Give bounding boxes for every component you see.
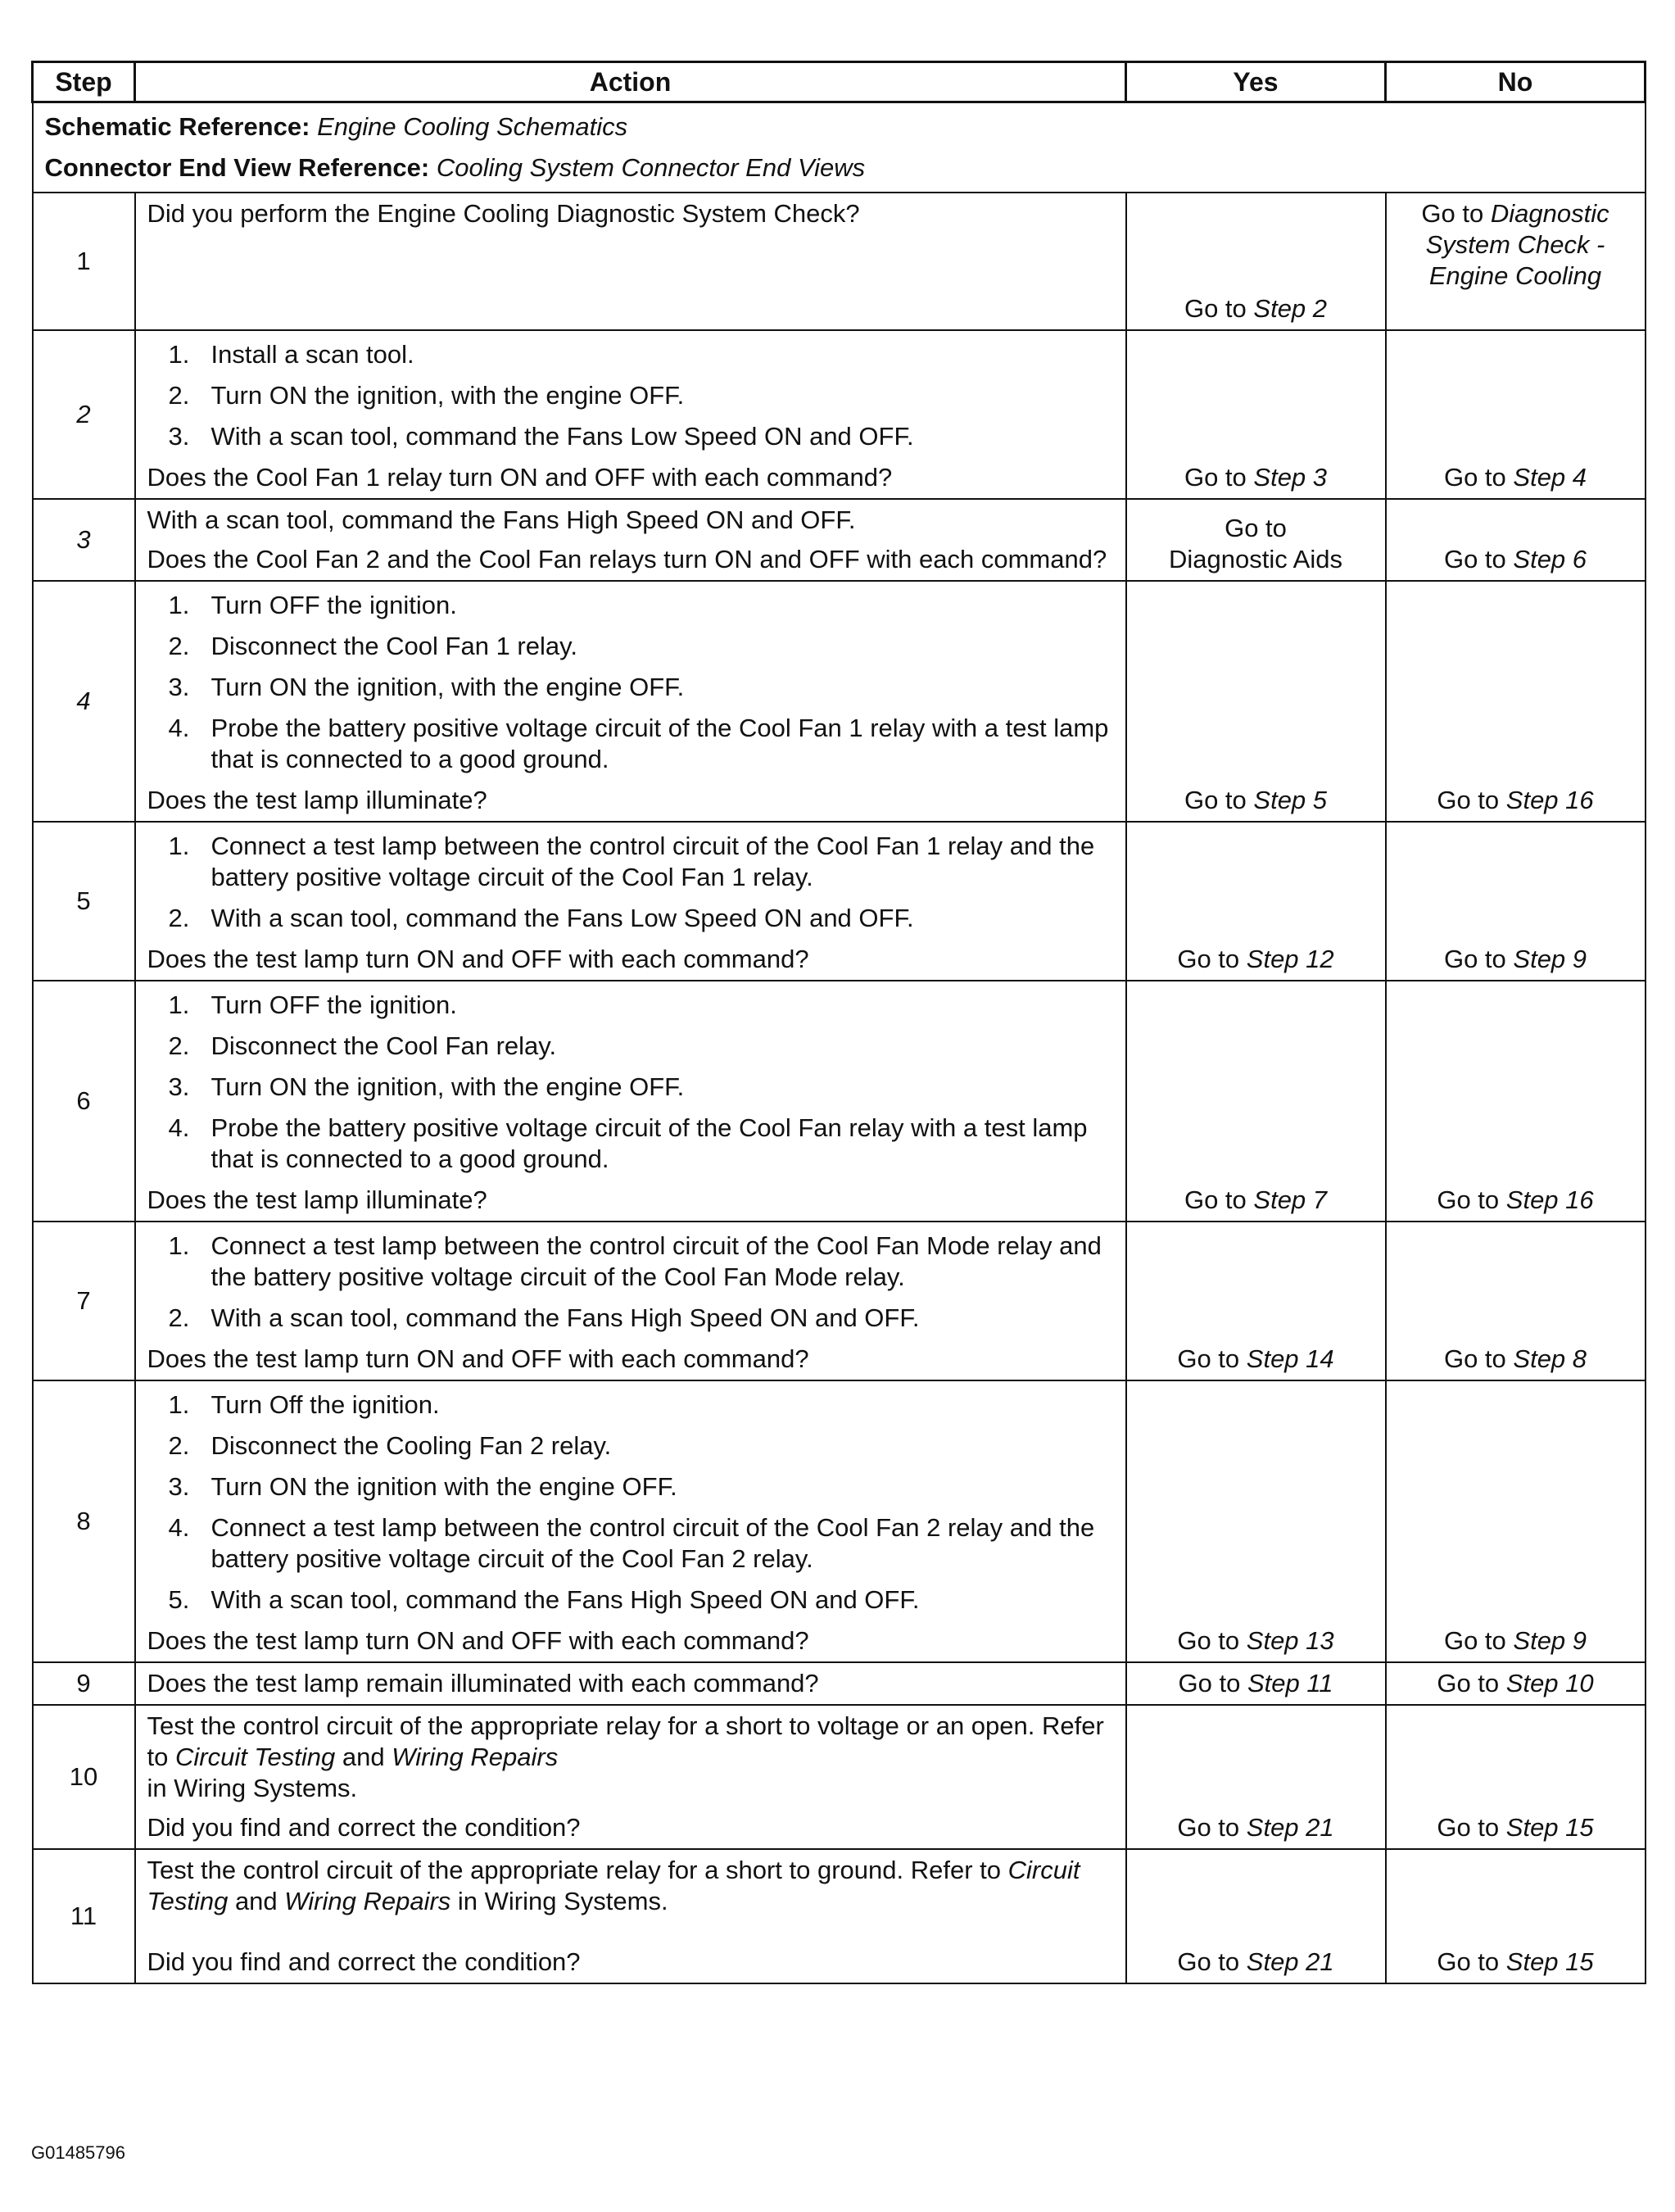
yes-cell: Go to Step 5 — [1126, 581, 1386, 822]
table-row — [33, 581, 1646, 822]
step-number: 5 — [33, 822, 135, 981]
no-cell: Go to Step 4 — [1386, 330, 1646, 499]
list-item: 3. With a scan tool, command the Fans Low Speed ON and OFF. — [168, 422, 914, 451]
action-question: Does the test lamp remain illuminated with each command? — [147, 1669, 819, 1698]
action-question: Did you find and correct the condition? — [147, 1813, 581, 1842]
yes-link[interactable]: Step 13 — [1246, 1626, 1334, 1655]
action-question: Does the test lamp illuminate? — [147, 1185, 487, 1214]
step-number: 11 — [33, 1849, 135, 1983]
list-item: 5. With a scan tool, command the Fans High Speed ON and OFF. — [168, 1585, 920, 1614]
yes-link[interactable]: Step 11 — [1247, 1669, 1333, 1698]
no-cell: Go to Step 9 — [1386, 1380, 1646, 1662]
action-question: Does the test lamp turn ON and OFF with each command? — [147, 1344, 809, 1373]
action-question: Does the Cool Fan 2 and the Cool Fan relays turn ON and OFF with each command? — [147, 545, 1107, 573]
table-row — [33, 822, 1646, 981]
list-item: 1. Install a scan tool. — [168, 340, 414, 369]
list-item: 4. Probe the battery positive voltage circuit of the Cool Fan 1 relay with a test lamp that is connected to a good ground. — [168, 714, 1109, 773]
action-cell — [135, 1380, 1126, 1662]
wiring-repairs-link[interactable]: Wiring Repairs — [392, 1743, 559, 1771]
list-item: 3. Turn ON the ignition, with the engine OFF. — [168, 673, 685, 701]
action-cell — [135, 330, 1126, 499]
yes-link[interactable]: Diagnostic Aids — [1169, 545, 1342, 573]
action-question: Did you find and correct the condition? — [147, 1947, 581, 1976]
list-item: 1. Turn OFF the ignition. — [168, 591, 457, 619]
no-cell: Go to Step 16 — [1386, 981, 1646, 1222]
table-row — [33, 1222, 1646, 1380]
action-question: Does the test lamp illuminate? — [147, 786, 487, 814]
circuit-testing-link[interactable]: Circuit Testing — [174, 1743, 336, 1771]
reference-row — [33, 102, 1646, 193]
action-question: Did you perform the Engine Cooling Diagnostic System Check? — [147, 199, 860, 228]
list-item: 1. Connect a test lamp between the control circuit of the Cool Fan Mode relay and the battery positive voltage circuit of the Cool Fan Mode relay. — [168, 1231, 1102, 1291]
list-item: 3. Turn ON the ignition, with the engine OFF. — [168, 1072, 685, 1101]
action-question: Does the test lamp turn ON and OFF with each command? — [147, 945, 809, 973]
circuit-testing-link[interactable]: Circuit Testing — [147, 1856, 1080, 1915]
step-number: 9 — [33, 1662, 135, 1705]
step-number: 8 — [33, 1380, 135, 1662]
table-row — [33, 1849, 1646, 1983]
list-item: 2. Disconnect the Cool Fan relay. — [168, 1031, 557, 1060]
no-link[interactable]: Step 6 — [1513, 545, 1587, 573]
header-yes: Yes — [1126, 62, 1386, 102]
action-text: Test the control circuit of the appropriate relay for a short to voltage or an open. Refer to Circuit Testing and Wiring Repairs in Wiring Systems. — [147, 1711, 1104, 1802]
no-link[interactable]: Step 10 — [1505, 1669, 1594, 1698]
no-cell: Go to Step 8 — [1386, 1222, 1646, 1380]
no-link[interactable]: Step 15 — [1505, 1947, 1594, 1976]
yes-link[interactable]: Step 12 — [1246, 945, 1334, 973]
no-link[interactable]: Step 8 — [1513, 1344, 1587, 1373]
no-cell: Go to Step 15 — [1386, 1705, 1646, 1849]
action-question: Does the Cool Fan 1 relay turn ON and OFF with each command? — [147, 463, 893, 492]
no-link[interactable]: Step 15 — [1505, 1813, 1594, 1842]
action-text: Test the control circuit of the appropriate relay for a short to ground. Refer to Circuit Testing and Wiring Repairs in Wiring Systems. — [147, 1856, 1080, 1915]
no-cell: Go to Step 10 — [1386, 1662, 1646, 1705]
header-step: Step — [33, 62, 135, 102]
no-cell: Go to Step 6 — [1386, 499, 1646, 581]
list-item: 1. Connect a test lamp between the control circuit of the Cool Fan 1 relay and the battery positive voltage circuit of the Cool Fan 1 relay. — [168, 832, 1095, 891]
no-link[interactable]: Step 16 — [1505, 1185, 1594, 1214]
header-action: Action — [135, 62, 1126, 102]
action-cell — [135, 822, 1126, 981]
diagnostic-table — [31, 61, 1646, 1984]
yes-cell: Go to Step 3 — [1126, 330, 1386, 499]
list-item: 1. Turn Off the ignition. — [168, 1390, 440, 1419]
yes-cell: Go to Step 21 — [1126, 1705, 1386, 1849]
no-link[interactable]: Step 16 — [1505, 786, 1594, 814]
no-link[interactable]: Step 9 — [1513, 1626, 1587, 1655]
yes-cell: Go to Step 2 — [1126, 193, 1386, 330]
yes-link[interactable]: Step 21 — [1246, 1813, 1334, 1842]
list-item: 2. Disconnect the Cooling Fan 2 relay. — [168, 1431, 612, 1460]
table-row — [33, 499, 1646, 581]
action-list — [147, 831, 1114, 934]
step-number: 2 — [33, 330, 135, 499]
yes-link[interactable]: Step 14 — [1246, 1344, 1334, 1373]
connector-ref-label: Connector End View Reference: — [44, 153, 430, 182]
step-number: 7 — [33, 1222, 135, 1380]
action-cell — [135, 981, 1126, 1222]
yes-cell: Go to Step 12 — [1126, 822, 1386, 981]
yes-cell: Go to Step 11 — [1126, 1662, 1386, 1705]
header-no: No — [1386, 62, 1646, 102]
diagnostic-table-document — [31, 61, 1646, 1984]
list-item: 2. With a scan tool, command the Fans Low Speed ON and OFF. — [168, 904, 914, 932]
action-cell — [135, 193, 1126, 330]
no-cell: Go to Step 16 — [1386, 581, 1646, 822]
header-row — [33, 62, 1646, 102]
connector-ref-link[interactable]: Cooling System Connector End Views — [436, 153, 866, 182]
no-link[interactable]: Diagnostic System Check - Engine Cooling — [1425, 199, 1609, 290]
action-list — [147, 339, 1114, 452]
table-row — [33, 1705, 1646, 1849]
list-item: 3. Turn ON the ignition with the engine OFF. — [168, 1472, 677, 1501]
step-number: 1 — [33, 193, 135, 330]
action-text: With a scan tool, command the Fans High Speed ON and OFF. — [147, 505, 856, 534]
list-item: 4. Connect a test lamp between the control circuit of the Cool Fan 2 relay and the battery positive voltage circuit of the Cool Fan 2 relay. — [168, 1513, 1095, 1573]
no-cell: Go to Step 9 — [1386, 822, 1646, 981]
table-row — [33, 193, 1646, 330]
no-link[interactable]: Step 9 — [1513, 945, 1587, 973]
step-number: 3 — [33, 499, 135, 581]
list-item: 2. Turn ON the ignition, with the engine OFF. — [168, 381, 685, 410]
step-number: 6 — [33, 981, 135, 1222]
yes-cell: Go to Step 21 — [1126, 1849, 1386, 1983]
figure-id: G01485796 — [31, 2142, 125, 2163]
wiring-repairs-link[interactable]: Wiring Repairs — [284, 1887, 451, 1915]
yes-link[interactable]: Step 2 — [1253, 294, 1328, 323]
yes-link[interactable]: Step 7 — [1253, 1185, 1328, 1214]
action-list — [147, 590, 1114, 775]
list-item: 4. Probe the battery positive voltage circuit of the Cool Fan relay with a test lamp that is connected to a good ground. — [168, 1113, 1088, 1173]
table-row — [33, 330, 1646, 499]
table-row — [33, 981, 1646, 1222]
yes-cell: Go to Diagnostic Aids — [1126, 499, 1386, 581]
table-row — [33, 1380, 1646, 1662]
no-cell: Go to Step 15 — [1386, 1849, 1646, 1983]
schematic-ref-link[interactable]: Engine Cooling Schematics — [317, 112, 628, 141]
yes-cell: Go to Step 7 — [1126, 981, 1386, 1222]
action-cell — [135, 1222, 1126, 1380]
no-link[interactable]: Step 4 — [1513, 463, 1587, 492]
action-cell — [135, 1849, 1126, 1983]
reference-cell — [33, 102, 1646, 193]
yes-cell: Go to Step 13 — [1126, 1380, 1386, 1662]
schematic-ref-label: Schematic Reference: — [44, 112, 310, 141]
list-item: 1. Turn OFF the ignition. — [168, 990, 457, 1019]
list-item: 2. With a scan tool, command the Fans High Speed ON and OFF. — [168, 1303, 920, 1332]
action-list — [147, 990, 1114, 1175]
yes-link[interactable]: Step 21 — [1246, 1947, 1334, 1976]
no-cell: Go to Diagnostic System Check - Engine Cooling — [1386, 193, 1646, 330]
step-number: 4 — [33, 581, 135, 822]
action-cell — [135, 1705, 1126, 1849]
yes-link[interactable]: Step 3 — [1253, 463, 1328, 492]
action-list — [147, 1231, 1114, 1334]
action-cell — [135, 1662, 1126, 1705]
action-cell — [135, 581, 1126, 822]
action-list — [147, 1389, 1114, 1616]
list-item: 2. Disconnect the Cool Fan 1 relay. — [168, 632, 577, 660]
yes-cell: Go to Step 14 — [1126, 1222, 1386, 1380]
yes-link[interactable]: Step 5 — [1253, 786, 1328, 814]
action-cell — [135, 499, 1126, 581]
action-question: Does the test lamp turn ON and OFF with each command? — [147, 1626, 809, 1655]
step-number: 10 — [33, 1705, 135, 1849]
table-row — [33, 1662, 1646, 1705]
